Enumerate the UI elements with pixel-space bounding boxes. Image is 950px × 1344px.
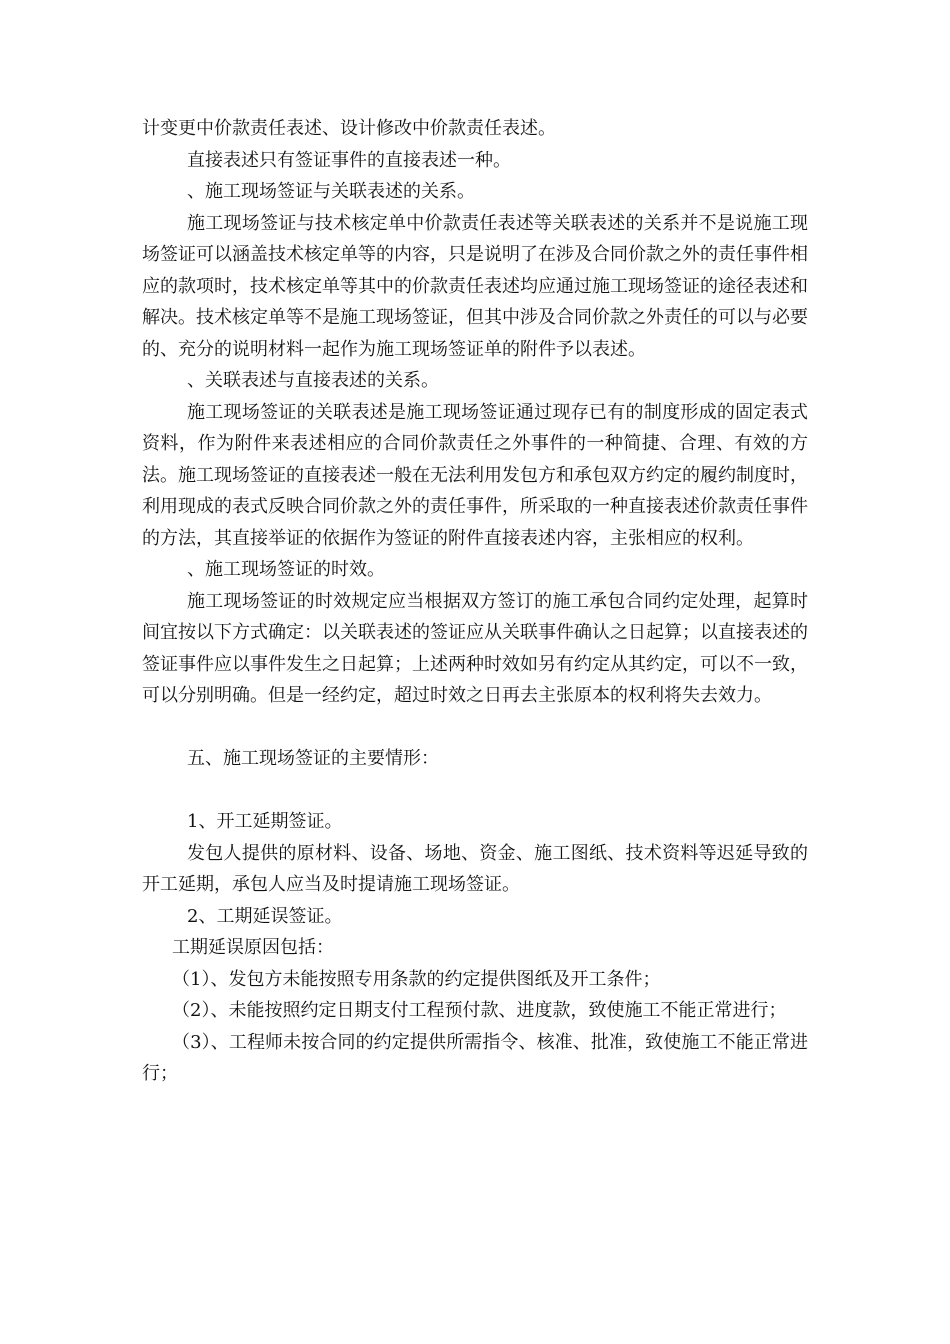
list-item-cause-1: （1）、发包方未能按照专用条款的约定提供图纸及开工条件； [172,968,661,990]
blank-line [142,775,808,807]
list-item-cause-3: （3）、工程师未按合同的约定提供所需指令、核准、批准，致使施工不能正常进行； [142,1031,808,1084]
blank-line [142,712,808,744]
paragraph-time-limit: 施工现场签证的时效规定应当根据双方签订的施工承包合同约定处理，起算时间宜按以下方式确定：以关联表述的签证应从关联事件确认之日起算；以直接表述的签证事件应以事件发生之日起算；上述两种时效如另有约定从其约定，可以不一致，可以分别明确。但是一经约定，超过时效之日再去主张原本的权利将失去效力。 [142,590,808,706]
section-heading-five: 五、施工现场签证的主要情形： [187,748,439,769]
document-body [142,113,808,1090]
paragraph-item-1: 发包人提供的原材料、设备、场地、资金、施工图纸、技术资料等迟延导致的开工延期，承包人应当及时提请施工现场签证。 [142,842,808,895]
paragraph-relation-1: 施工现场签证与技术核定单中价款责任表述等关联表述的关系并不是说施工现场签证可以涵盖技术核定单等的内容，只是说明了在涉及合同价款之外的责任事件相应的款项时，技术核定单等其中的价款责任表述均应通过施工现场签证的途径表述和解决。技术核定单等不是施工现场签证，但其中涉及合同价款之外责任的可以与必要的、充分的说明材料一起作为施工现场签证单的附件予以表述。 [142,212,808,360]
paragraph-continuation: 计变更中价款责任表述、设计修改中价款责任表述。 [142,118,556,139]
section-heading-relation-2: 、关联表述与直接表述的关系。 [187,370,439,391]
paragraph-direct-statement: 直接表述只有签证事件的直接表述一种。 [187,149,511,171]
item-heading-2: 2、工期延误签证。 [187,905,343,927]
section-heading-relation-1: 、施工现场签证与关联表述的关系。 [187,181,475,202]
paragraph-delay-causes: 工期延误原因包括： [172,937,334,958]
item-heading-1: 1、开工延期签证。 [187,811,343,832]
list-item-cause-2: （2）、未能按照约定日期支付工程预付款、进度款，致使施工不能正常进行； [172,1000,787,1021]
paragraph-relation-2: 施工现场签证的关联表述是施工现场签证通过现存已有的制度形成的固定表式资料，作为附件来表述相应的合同价款责任之外事件的一种简捷、合理、有效的方法。施工现场签证的直接表述一般在无法利用发包方和承包双方约定的履约制度时，利用现成的表式反映合同价款之外的责任事件，所采取的一种直接表述价款责任事件的方法，其直接举证的依据作为签证的附件直接表述内容，主张相应的权利。 [142,401,808,549]
section-heading-time-limit: 、施工现场签证的时效。 [187,559,385,580]
